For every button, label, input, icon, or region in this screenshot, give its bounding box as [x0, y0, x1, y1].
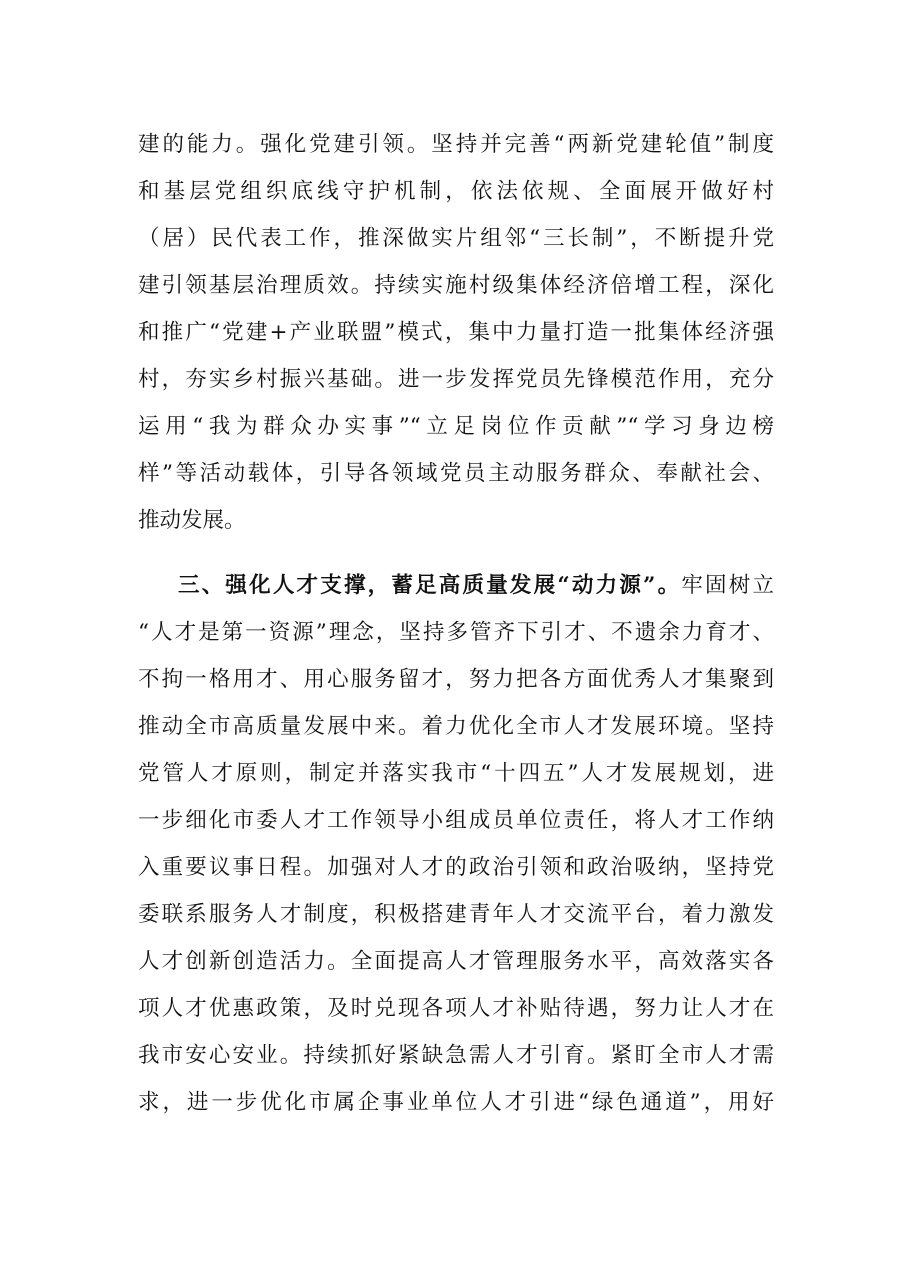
paragraph-1-line-9: 推动发展。 — [138, 508, 246, 533]
section-heading: 三、强化人才支撑，蓄足高质量发展“动力源”。 — [178, 573, 682, 598]
paragraph-2-line-8: 委联系服务人才制度，积极搭建青年人才交流平台，着力激发 — [138, 902, 774, 927]
paragraph-2-line-7: 入重要议事日程。加强对人才的政治引领和政治吸纳，坚持党 — [138, 855, 774, 880]
paragraph-2-line-3: 不拘一格用才、用心服务留才，努力把各方面优秀人才集聚到 — [138, 667, 774, 692]
paragraph-2-line-12: 求，进一步优化市属企事业单位人才引进“绿色通道”，用好 — [138, 1090, 774, 1115]
paragraph-1-line-8: 样”等活动载体，引导各领域党员主动服务群众、奉献社会、 — [138, 461, 774, 486]
paragraph-2-line-9: 人才创新创造活力。全面提高人才管理服务水平，高效落实各 — [138, 949, 774, 974]
paragraph-2-line-10: 项人才优惠政策，及时兑现各项人才补贴待遇，努力让人才在 — [138, 996, 774, 1021]
paragraph-2-line-5: 党管人才原则，制定并落实我市“十四五”人才发展规划，进 — [138, 761, 774, 786]
paragraph-2-first-line-rest: 牢固树立 — [681, 573, 774, 598]
paragraph-1-line-5: 和推广“党建+产业联盟”模式，集中力量打造一批集体经济强 — [138, 320, 774, 345]
paragraph-2-line-6: 一步细化市委人才工作领导小组成员单位责任，将人才工作纳 — [138, 808, 774, 833]
paragraph-1-line-6: 村，夯实乡村振兴基础。进一步发挥党员先锋模范作用，充分 — [138, 367, 774, 392]
paragraph-1-line-4: 建引领基层治理质效。持续实施村级集体经济倍增工程，深化 — [138, 273, 774, 298]
paragraph-2-line-11: 我市安心安业。持续抓好紧缺急需人才引育。紧盯全市人才需 — [138, 1043, 774, 1068]
paragraph-2-first-line — [178, 566, 774, 606]
paragraph-2-line-4: 推动全市高质量发展中来。着力优化全市人才发展环境。坚持 — [138, 714, 774, 739]
paragraph-1-line-3: （居）民代表工作，推深做实片组邻“三长制”，不断提升党 — [138, 226, 774, 251]
paragraph-1-line-7: 运用“我为群众办实事”“立足岗位作贡献”“学习身边榜 — [138, 414, 774, 439]
paragraph-2-line-2: “人才是第一资源”理念，坚持多管齐下引才、不遗余力育才、 — [138, 620, 774, 645]
paragraph-1-line-2: 和基层党组织底线守护机制，依法依规、全面展开做好村 — [138, 179, 774, 204]
paragraph-1-line-1: 建的能力。强化党建引领。坚持并完善“两新党建轮值”制度 — [138, 132, 774, 157]
